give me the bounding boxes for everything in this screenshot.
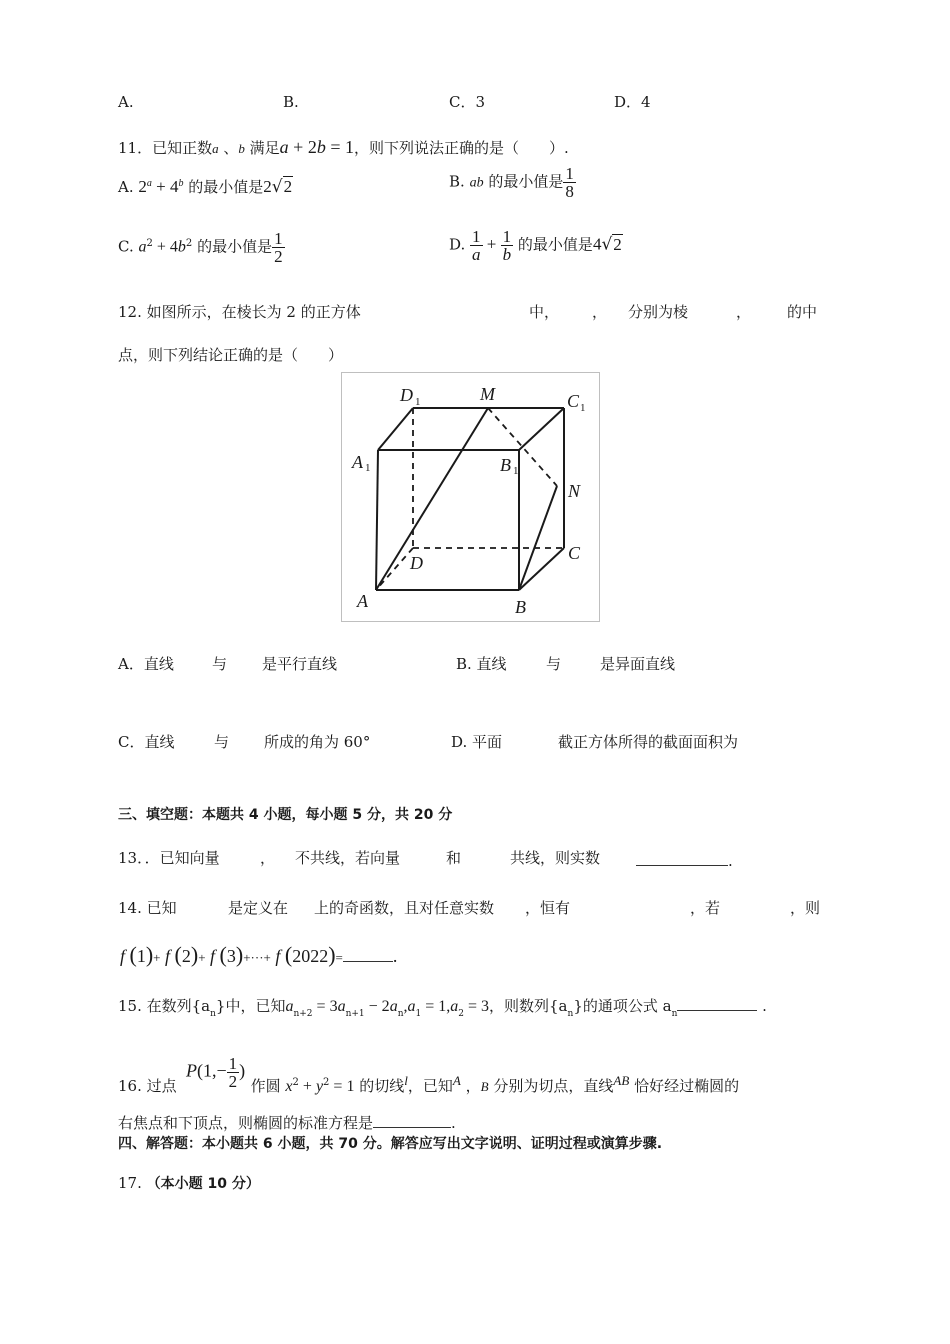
- q12-option-b-1: B. 直线: [456, 655, 507, 673]
- q10-option-a: A.: [118, 93, 134, 111]
- q11-option-b: B. ab 的最小值是 $\frac{1}{8}$: [449, 164, 574, 201]
- q14-part-1: 14. 已知: [118, 899, 177, 917]
- q10-option-c: C．3: [449, 93, 486, 111]
- q11-option-a: A. $2^a + 4^b$ 的最小值是2√2: [118, 177, 293, 197]
- q13-part-4: 和: [446, 849, 462, 867]
- label-c1-sub: 1: [580, 402, 586, 414]
- q12-option-a-1: A．直线: [118, 655, 174, 673]
- q14-sum-expression: f (1)+ f (2)+ f (3)+···+ f (2022)= .: [120, 942, 398, 967]
- q13-part-2: ，: [260, 849, 276, 867]
- hidden-edge-d-a: [376, 548, 413, 590]
- q12-line1-b: 中，: [529, 303, 560, 321]
- q14-part-3: 上的奇函数，且对任意实数: [314, 899, 495, 917]
- label-d1: D: [400, 385, 413, 405]
- q12-line1-c: ，: [592, 303, 608, 321]
- q14-part-6: ，则: [790, 899, 821, 917]
- label-b: B: [515, 597, 526, 617]
- q16-line2: 右焦点和下顶点，则椭圆的标准方程是 .: [118, 1114, 456, 1132]
- edge-a-a1: [376, 450, 378, 590]
- section4-heading: 四、解答题：本小题共 6 小题，共 70 分。解答应写出文字说明、证明过程或演算步骤.: [118, 1136, 663, 1152]
- segment-b-n: [519, 486, 557, 590]
- q12-option-d-2: 截正方体所得的截面面积为: [558, 733, 739, 751]
- q13-part-3: 不共线，若向量: [295, 849, 401, 867]
- q10-option-b: B.: [283, 93, 299, 111]
- q11-stem: 11．已知正数a 、b 满足a + 2b = 1，则下列说法正确的是（ ）.: [118, 137, 569, 157]
- q11-option-c: C. $a^2 + 4b^2$ 的最小值是 $\frac{1}{2}$: [118, 229, 283, 266]
- q16-point-p: P(1,− $\frac{1}{2}$ ): [186, 1054, 246, 1091]
- q14-part-2: 是定义在: [228, 899, 289, 917]
- q14-part-4: ，恒有: [525, 899, 571, 917]
- q12-option-a-2: 与: [212, 655, 228, 673]
- q12-line1-e: ，: [736, 303, 752, 321]
- q12-option-c-1: C．直线: [118, 733, 175, 751]
- q11-option-d: D. $\frac{1}{a}$ + $\frac{1}{b}$ 的最小值是4√2: [449, 227, 622, 264]
- label-a1-sub: 1: [365, 462, 371, 474]
- edge-c1-b1: [519, 408, 564, 450]
- label-a: A: [357, 591, 368, 611]
- q12-option-d-1: D. 平面: [451, 733, 503, 751]
- q12-option-a-3: 是平行直线: [262, 655, 338, 673]
- q12-line1-d: 分别为棱: [628, 303, 689, 321]
- label-a1: A: [352, 452, 363, 472]
- label-n: N: [568, 481, 581, 501]
- q17: 17. （本小题 10 分）: [118, 1174, 260, 1192]
- q12-option-b-2: 与: [546, 655, 562, 673]
- cube-figure: [341, 372, 600, 622]
- q12-line1-a: 12. 如图所示，在棱长为 2 的正方体: [118, 303, 361, 321]
- cube-diagram: [342, 373, 599, 621]
- label-c: C: [568, 543, 581, 563]
- q12-line2: 点，则下列结论正确的是（ ）: [118, 346, 344, 364]
- q13-answer-blank: .: [636, 851, 733, 869]
- label-d1-sub: 1: [415, 396, 421, 408]
- edge-a1-d1: [378, 408, 413, 450]
- section3-heading: 三、填空题：本题共 4 小题，每小题 5 分，共 20 分: [118, 807, 453, 823]
- q12-option-b-3: 是异面直线: [600, 655, 676, 673]
- label-b1-sub: 1: [513, 465, 519, 477]
- q16-line1: 16. 过点 作圆 $x^2 + y^2 = 1$ 的切线l，已知A ，B 分别为切点，直线AB 恰好经过椭圆的: [118, 1073, 740, 1095]
- label-b1: B: [500, 455, 511, 475]
- q12-line1-f: 的中: [787, 303, 818, 321]
- q12-option-c-3: 所成的角为 60°: [264, 733, 371, 751]
- q12-option-c-2: 与: [214, 733, 230, 751]
- label-d: D: [410, 553, 423, 573]
- q10-option-d: D．4: [614, 93, 651, 111]
- label-m: M: [480, 384, 495, 404]
- label-c1: C: [567, 391, 580, 411]
- q15: 15. 在数列$\{a_n\}$中，已知$a_{n+2} = 3a_{n+1} - 2a_n,a_1 = 1,a_2 = 3$，则数列$\{a_n\}$的通项公式 $a_n$ .: [118, 997, 767, 1019]
- q13-part-1: 13．．已知向量: [118, 849, 220, 867]
- segment-a-m: [376, 408, 488, 590]
- q14-part-5: ，若: [690, 899, 721, 917]
- q13-part-5: 共线，则实数: [510, 849, 601, 867]
